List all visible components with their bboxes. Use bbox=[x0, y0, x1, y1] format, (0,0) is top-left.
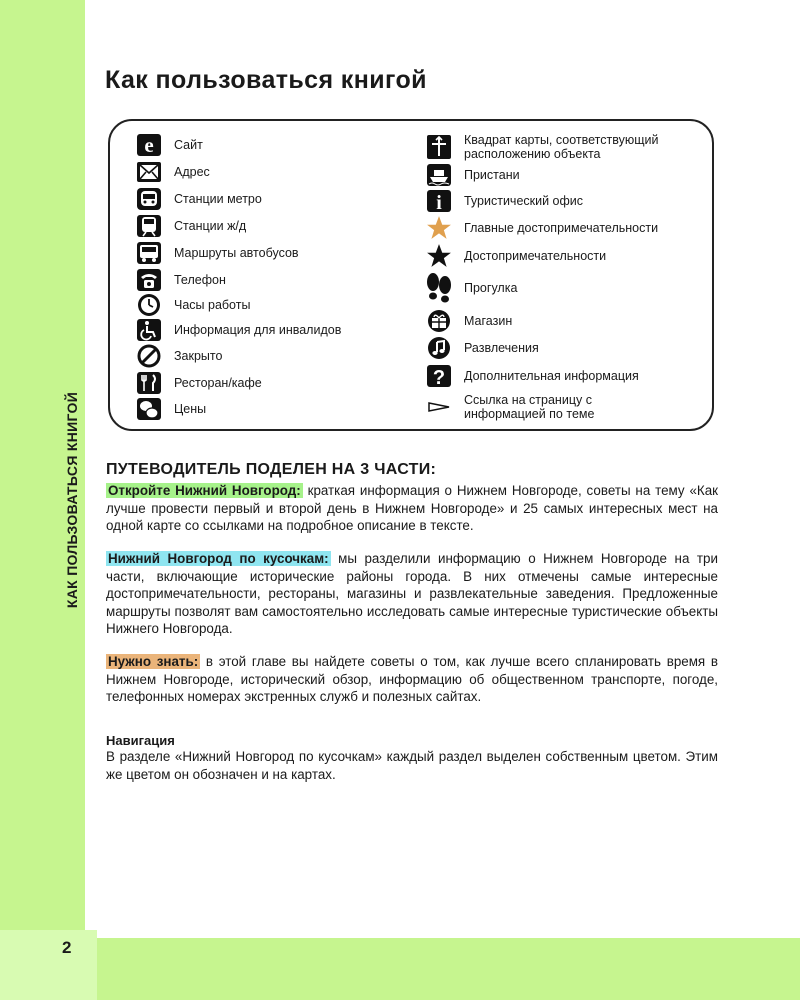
triangle-pointer-icon bbox=[424, 395, 454, 419]
pier-icon bbox=[424, 163, 454, 187]
legend-item-page-link bbox=[424, 393, 664, 421]
legend-label: Станции метро bbox=[174, 192, 262, 206]
legend-item-restaurant bbox=[134, 371, 262, 395]
legend-label: Станции ж/д bbox=[174, 219, 247, 233]
section-paragraph-2 bbox=[106, 550, 718, 638]
section-text: краткая информация о Нижнем Новгороде, советы на тему «Как лучше провести первый и второй день в Нижнем Новгороде» и 25 самых интересных мест на одной карте со ссылками на подробное описание в тексте. bbox=[106, 483, 718, 533]
legend-label: Маршруты автобусов bbox=[174, 246, 299, 260]
section-paragraph-3 bbox=[106, 653, 718, 706]
section-label-open: Откройте Нижний Новгород: bbox=[108, 483, 301, 498]
legend-label: Туристический офис bbox=[464, 194, 584, 208]
closed-icon bbox=[134, 344, 164, 368]
legend-item-tourist-office bbox=[424, 189, 583, 213]
legend-item-address bbox=[134, 160, 210, 184]
side-title: КАК ПОЛЬЗОВАТЬСЯ КНИГОЙ bbox=[64, 391, 80, 609]
music-note-icon bbox=[424, 336, 454, 360]
footprints-icon bbox=[424, 271, 454, 305]
legend-label: Информация для инвалидов bbox=[174, 323, 342, 337]
clock-icon bbox=[134, 293, 164, 317]
legend-label: Сайт bbox=[174, 138, 203, 152]
legend-item-bus bbox=[134, 241, 299, 265]
legend-item-site bbox=[134, 133, 203, 157]
legend-item-closed bbox=[134, 344, 222, 368]
envelope-icon bbox=[134, 160, 164, 184]
legend-box bbox=[108, 119, 714, 431]
page-title: Как пользоваться книгой bbox=[105, 66, 427, 94]
legend-label: Цены bbox=[174, 402, 207, 416]
legend-label: Главные достопримечательности bbox=[464, 221, 659, 235]
star-gold-icon bbox=[424, 216, 454, 240]
gift-icon bbox=[424, 309, 454, 333]
question-icon bbox=[424, 364, 454, 388]
navigation-heading: Навигация bbox=[106, 733, 175, 748]
legend-item-shop bbox=[424, 309, 512, 333]
section-text: в этой главе вы найдете советы о том, как лучше всего спланировать время в Нижнем Новгороде, исторический обзор, информацию об общественном транспорте, погоде, телефонных номерах экстренных служб и полезных сайтах. bbox=[106, 654, 719, 704]
svg-text:e: e bbox=[144, 133, 154, 157]
phone-icon bbox=[134, 268, 164, 292]
legend-label: Адрес bbox=[174, 165, 210, 179]
legend-item-walk bbox=[424, 271, 517, 305]
legend-label: Телефон bbox=[174, 273, 226, 287]
legend-label: Дополнительная информация bbox=[464, 369, 639, 383]
map-square-icon bbox=[424, 135, 454, 159]
legend-item-phone bbox=[134, 268, 226, 292]
legend-item-map-square bbox=[424, 133, 704, 161]
legend-item-entertainment bbox=[424, 336, 539, 360]
wheelchair-icon bbox=[134, 318, 164, 342]
legend-item-main-sights bbox=[424, 216, 658, 240]
bottom-band bbox=[0, 938, 800, 1000]
star-black-icon bbox=[424, 244, 454, 268]
metro-icon bbox=[134, 187, 164, 211]
legend-item-hours bbox=[134, 293, 250, 317]
e-site-icon bbox=[134, 133, 164, 157]
section-title: ПУТЕВОДИТЕЛЬ ПОДЕЛЕН НА 3 ЧАСТИ: bbox=[106, 461, 437, 478]
legend-item-metro bbox=[134, 187, 262, 211]
svg-text:i: i bbox=[436, 192, 442, 213]
legend-label: Ресторан/кафе bbox=[174, 376, 262, 390]
section-text: мы разделили информацию о Нижнем Новгороде на три части, включающие исторические районы города. В них отмечены самые интересные достопримечательности, рестораны, магазины и развлекательные заведения. Предложенные маршруты позволят вам самостоятельно исследовать самые интересные туристические объекты Нижнего Новгорода. bbox=[106, 551, 718, 636]
legend-item-more-info bbox=[424, 364, 639, 388]
legend-label: Часы работы bbox=[174, 298, 251, 312]
section-paragraph-1 bbox=[106, 482, 718, 535]
legend-label: Пристани bbox=[464, 168, 520, 182]
section-label-pieces: Нижний Новгород по кусочкам: bbox=[108, 551, 329, 566]
legend-item-disabled bbox=[134, 318, 341, 342]
train-icon bbox=[134, 214, 164, 238]
legend-item-sights bbox=[424, 244, 606, 268]
svg-text:?: ? bbox=[432, 367, 446, 388]
restaurant-icon bbox=[134, 371, 164, 395]
legend-item-pier bbox=[424, 163, 520, 187]
legend-label: Квадрат карты, соответствующий расположению объекта bbox=[464, 133, 659, 161]
legend-label: Развлечения bbox=[464, 341, 539, 355]
section-label-know: Нужно знать: bbox=[108, 654, 199, 669]
legend-item-train bbox=[134, 214, 246, 238]
bus-icon bbox=[134, 241, 164, 265]
legend-item-prices bbox=[134, 397, 206, 421]
coins-icon bbox=[134, 397, 164, 421]
legend-label: Закрыто bbox=[174, 349, 223, 363]
legend-label: Ссылка на страницу с информацией по теме bbox=[464, 393, 595, 421]
legend-label: Магазин bbox=[464, 314, 513, 328]
page-number-box bbox=[0, 930, 97, 1000]
legend-label: Достопримечательности bbox=[464, 249, 607, 263]
navigation-text: В разделе «Нижний Новгород по кусочкам» каждый раздел выделен собственным цветом. Этим же цветом он обозначен и на картах. bbox=[106, 749, 718, 782]
info-icon bbox=[424, 189, 454, 213]
page-number: 2 bbox=[62, 938, 72, 957]
legend-label: Прогулка bbox=[464, 281, 518, 295]
